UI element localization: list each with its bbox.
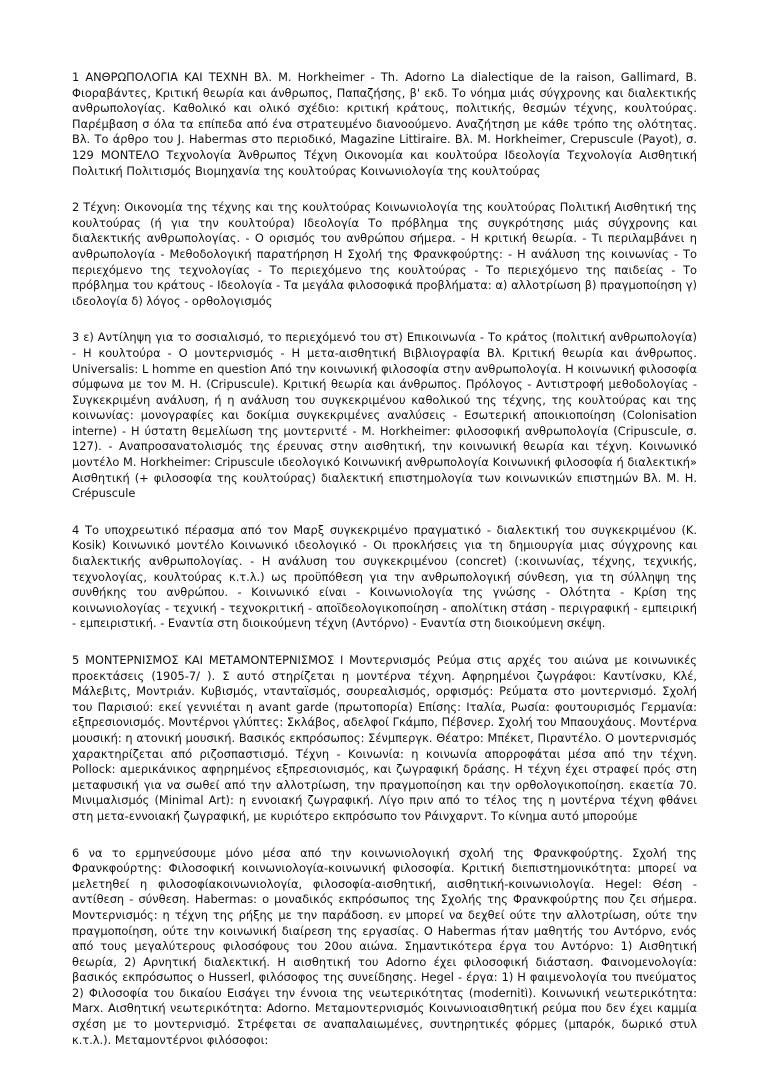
paragraph-6: 6 να το ερμηνεύσουμε μόνο μέσα από την κοινωνιολογική σχολή της Φρανκφούρτης. Σχολή της Φρανκφούρτης: Φιλοσοφική κοινωνιολογία-κοινωνική φιλοσοφία. Κριτική διεπιστημονικότητα: μπορεί να μελετηθεί η φιλοσοφίακοινωνιολογία, φιλοσοφία-αισθητική, αισθητική-κοινωνιολογία. Hegel: Θέση - αντίθεση - σύνθεση. Habermas: ο μοναδικός εκπρόσωπος της Σχολής της Φρανκφούρτης που ζει σήμερα. Μοντερνισμός: η τέχνη της ρήξης με την παράδοση. εν μπορεί να δεχθεί ούτε την αλλοτρίωση, ούτε την πραγμοποίηση, ούτε την κοινωνική διαίρεση της εργασίας. Ο Habermas ήταν μαθητής του Αντόρνο, ενός από τους μεγαλύτερους φιλοσόφους του 20ου αιώνα. Σημαντικότερα έργα του Αντόρνο: 1) Αισθητική θεωρία, 2) Αρνητική διαλεκτική. Η αισθητική του Adorno έχει φιλοσοφική διάσταση. Φαινομενολογία: βασικός εκπρόσωπος ο Husserl, φιλόσοφος της συνείδησης. Hegel - έργα: 1) Η φαιμενολογία του πνεύματος 2) Φιλοσοφία του δικαίου Εισάγει την έννοια της νεωτερικότητας (modernitì). Κοινωνική νεωτερικότητα: Marx. Αισθητική νεωτερικότητα: Adorno. Μεταμοντερνισμός Κοινωνιοαισθητική ρεύμα που δεν έχει καμμία σχέση με το μοντερνισμό. Στρέφεται σε αναπαλαιωμένες, συντηρητικές φόρμες (μπαρόκ, δωρικό στυλ κ.τ.λ.). Μεταμοντέρνοι φιλόσοφοι: [72,845,697,1047]
paragraph-3: 3 ε) Αντίληψη για το σοσιαλισμό, το περιεχόμενό του στ) Επικοινωνία - Το κράτος (πολιτική ανθρωπολογία) - Η κουλτούρα - Ο μοντερνισμός - Η μετα-αισθητική Βιβλιογραφία Βλ. Κριτική θεωρία και άνθρωπος. Universalis: L homme en question Από την κοινωνική φιλοσοφία στην ανθρωπολογία. Η κοινωνική φιλοσοφία σύμφωνα με τον Μ. Η. (Cripuscule). Κριτική θεωρία και άνθρωπος. Πρόλογος - Αντιστροφή μεθοδολογίας - Συγκεκριμένη ανάλυση, ή η ανάλυση του συγκεκριμένου καθολικού της τέχνης, της κουλτούρας και της κοινωνίας: μονογραφίες και δοκίμια συγκεκριμένες αναλύσεις - Εσωτερική αποικιοποίηση (Colonisation interne) - Η ύστατη θεμελίωση της μοντερνιτέ - Μ. Horkheimer: φιλοσοφική ανθρωπολογία (Cripuscule, σ. 127). - Αναπροσανατολισμός της έρευνας στην αισθητική, την κοινωνική θεωρία και τέχνη. Κοινωνικό μοντέλο Μ. Horkheimer: Cripuscule ιδεολογικό Κοινωνική ανθρωπολογία Κοινωνική φιλοσοφία ή διαλεκτική» Αισθητική (+ φιλοσοφία της κουλτούρας) διαλεκτική επιστημολογία των κοινωνικών επιστημών Βλ. Μ. Η. Crépuscule [72,330,697,501]
paragraph-5: 5 ΜΟΝΤΕΡΝΙΣΜΟΣ ΚΑΙ ΜΕΤΑΜΟΝΤΕΡΝΙΣΜΟΣ Ι Μοντερνισμός Ρεύμα στις αρχές του αιώνα με κοινωνικές προεκτάσεις (1905-7/ ). Σ αυτό στηρίζεται η μοντέρνα τέχνη. Αφηρημένοι ζωγράφοι: Καντίνσκυ, Κλέ, Μάλεβιτς, Μοντριάν. Κυβισμός, ντανταϊσμός, σουρεαλισμός, ορφισμός: Ρεύματα στο μοντερνισμό. Σχολή του Παρισιού: εκεί γεννιέται η avant garde (πρωτοπορία) Επίσης: Ιταλία, Ρωσία: φουτουρισμός Γερμανία: εξπρεσιονισμός. Μοντέρνοι γλύπτες: Σκλάβος, αδελφοί Γκάμπο, Πέβσνερ. Σχολή του Μπαουχάους. Μοντέρνα μουσική: η ατονική μουσική. Βασικός εκπρόσωπος: Σένμπεργκ. Θέατρο: Μπέκετ, Πιραντέλο. Ο μοντερνισμός χαρακτηρίζεται από ριζοσπαστισμό. Τέχνη - Κοινωνία: η κοινωνία απορροφάται μέσα από την τέχνη. Pollock: αμερικάνικος αφηρημένος εξπρεσιονισμός, και ζωγραφική δράσης. Η τέχνη έχει στραφεί πρός στη μεταφυσική για να σωθεί από την αλλοτρίωση, την πραγμοποίηση και την ορθολογικοποίηση. εκαετία 70. Μινιμαλισμός (Minimal Art): η εννοιακή ζωγραφική. Λίγο πριν από το τέλος της η μοντέρνα τέχνη φθάνει στη μετα-εννοιακή ζωγραφική, με κυριότερο εκπρόσωπο τον Ράινχαρντ. Το κίνημα αυτό μπορούμε [72,653,697,823]
document-body [72,70,697,1069]
paragraph-4: 4 Το υποχρεωτικό πέρασμα από τον Μαρξ συγκεκριμένο πραγματικό - διαλεκτική του συγκεκριμένου (Κ. Kosik) Κοινωνικό μοντέλο Κοινωνικό ιδεολογικό - Οι προκλήσεις για τη δημιουργία μιας σύγχρονης και διαλεκτικής ανθρωπολογίας. - Η ανάλυση του συγκεκριμένου (concret) (:κοινωνίας, τέχνης, τεχνικής, τεχνολογίας, κουλτούρας κ.τ.λ.) ως προϋπόθεση για την ανθρωπολογική σύνθεση, για τη σύλληψη της συνθήκης του ανθρώπου. - Κοινωνικό είναι - Κοινωνιολογία της γνώσης - Ολότητα - Κρίση της κοινωνιολογίας - τεχνική - τεχνοκριτική - αποϊδεολογικοποίηση - απολίτικη στάση - περιγραφική - εμπειρική - εμπειριστική. - Εναντία στη διοικούμενη τέχνη (Αντόρνο) - Εναντία στη διοικούμενη σκέψη. [72,522,697,631]
paragraph-1: 1 ΑΝΘΡΩΠΟΛΟΓΙΑ ΚΑΙ ΤΕΧΝΗ Βλ. Μ. Horkheimer - Th. Adorno La dialectique de la raison, Gallimard, Β. Φιοραβάντες, Κριτική θεωρία και άνθρωπος, Παπαζήσης, β' εκδ. Το νόημα μιάς σύγχρονης και διαλεκτικής ανθρωπολογίας. Καθολικό και ολικό σχέδιο: κριτική κράτους, πολιτικής, θεσμών τέχνης, κουλτούρας. Παρέμβαση σ όλα τα επίπεδα από ένα στρατευμένο διανοούμενο. Αναζήτηση με κάθε τρόπο της ολότητας. Βλ. Το άρθρο του J. Habermas στο περιοδικό, Magazine Littiraire. Βλ. Μ. Horkheimer, Crepuscule (Payot), σ. 129 ΜΟΝΤΕΛΟ Τεχνολογία Άνθρωπος Τέχνη Οικονομία και κουλτούρα Ιδεολογία Τεχνολογία Αισθητική Πολιτική Πολιτισμός Βιομηχανία της κουλτούρας Κοινωνιολογία της κουλτούρας [72,70,697,178]
paragraph-2: 2 Τέχνη: Οικονομία της τέχνης και της κουλτούρας Κοινωνιολογία της κουλτούρας Πολιτική Αισθητική της κουλτούρας (ή για την κουλτούρα) Ιδεολογία Το πρόβλημα της συγκρότησης μιάς σύγχρονης και διαλεκτικής ανθρωπολογίας. - Ο ορισμός του ανθρώπου σήμερα. - Η κριτική θεωρία. - Τι περιλαμβάνει η ανθρωπολογία - Μεθοδολογική παρατήρηση Η Σχολή της Φρανκφούρτης: - Η ανάλυση της κοινωνίας - Το περιεχόμενο της τεχνολογίας - Το περιεχόμενο της κουλτούρας - Το περιεχόμενο της παιδείας - Το πρόβλημα του κράτους - Ιδεολογία - Τα μεγάλα φιλοσοφικά προβλήματα: α) αλλοτρίωση β) πραγμοποίηση γ) ιδεολογία δ) λόγος - ορθολογισμός [72,200,697,308]
